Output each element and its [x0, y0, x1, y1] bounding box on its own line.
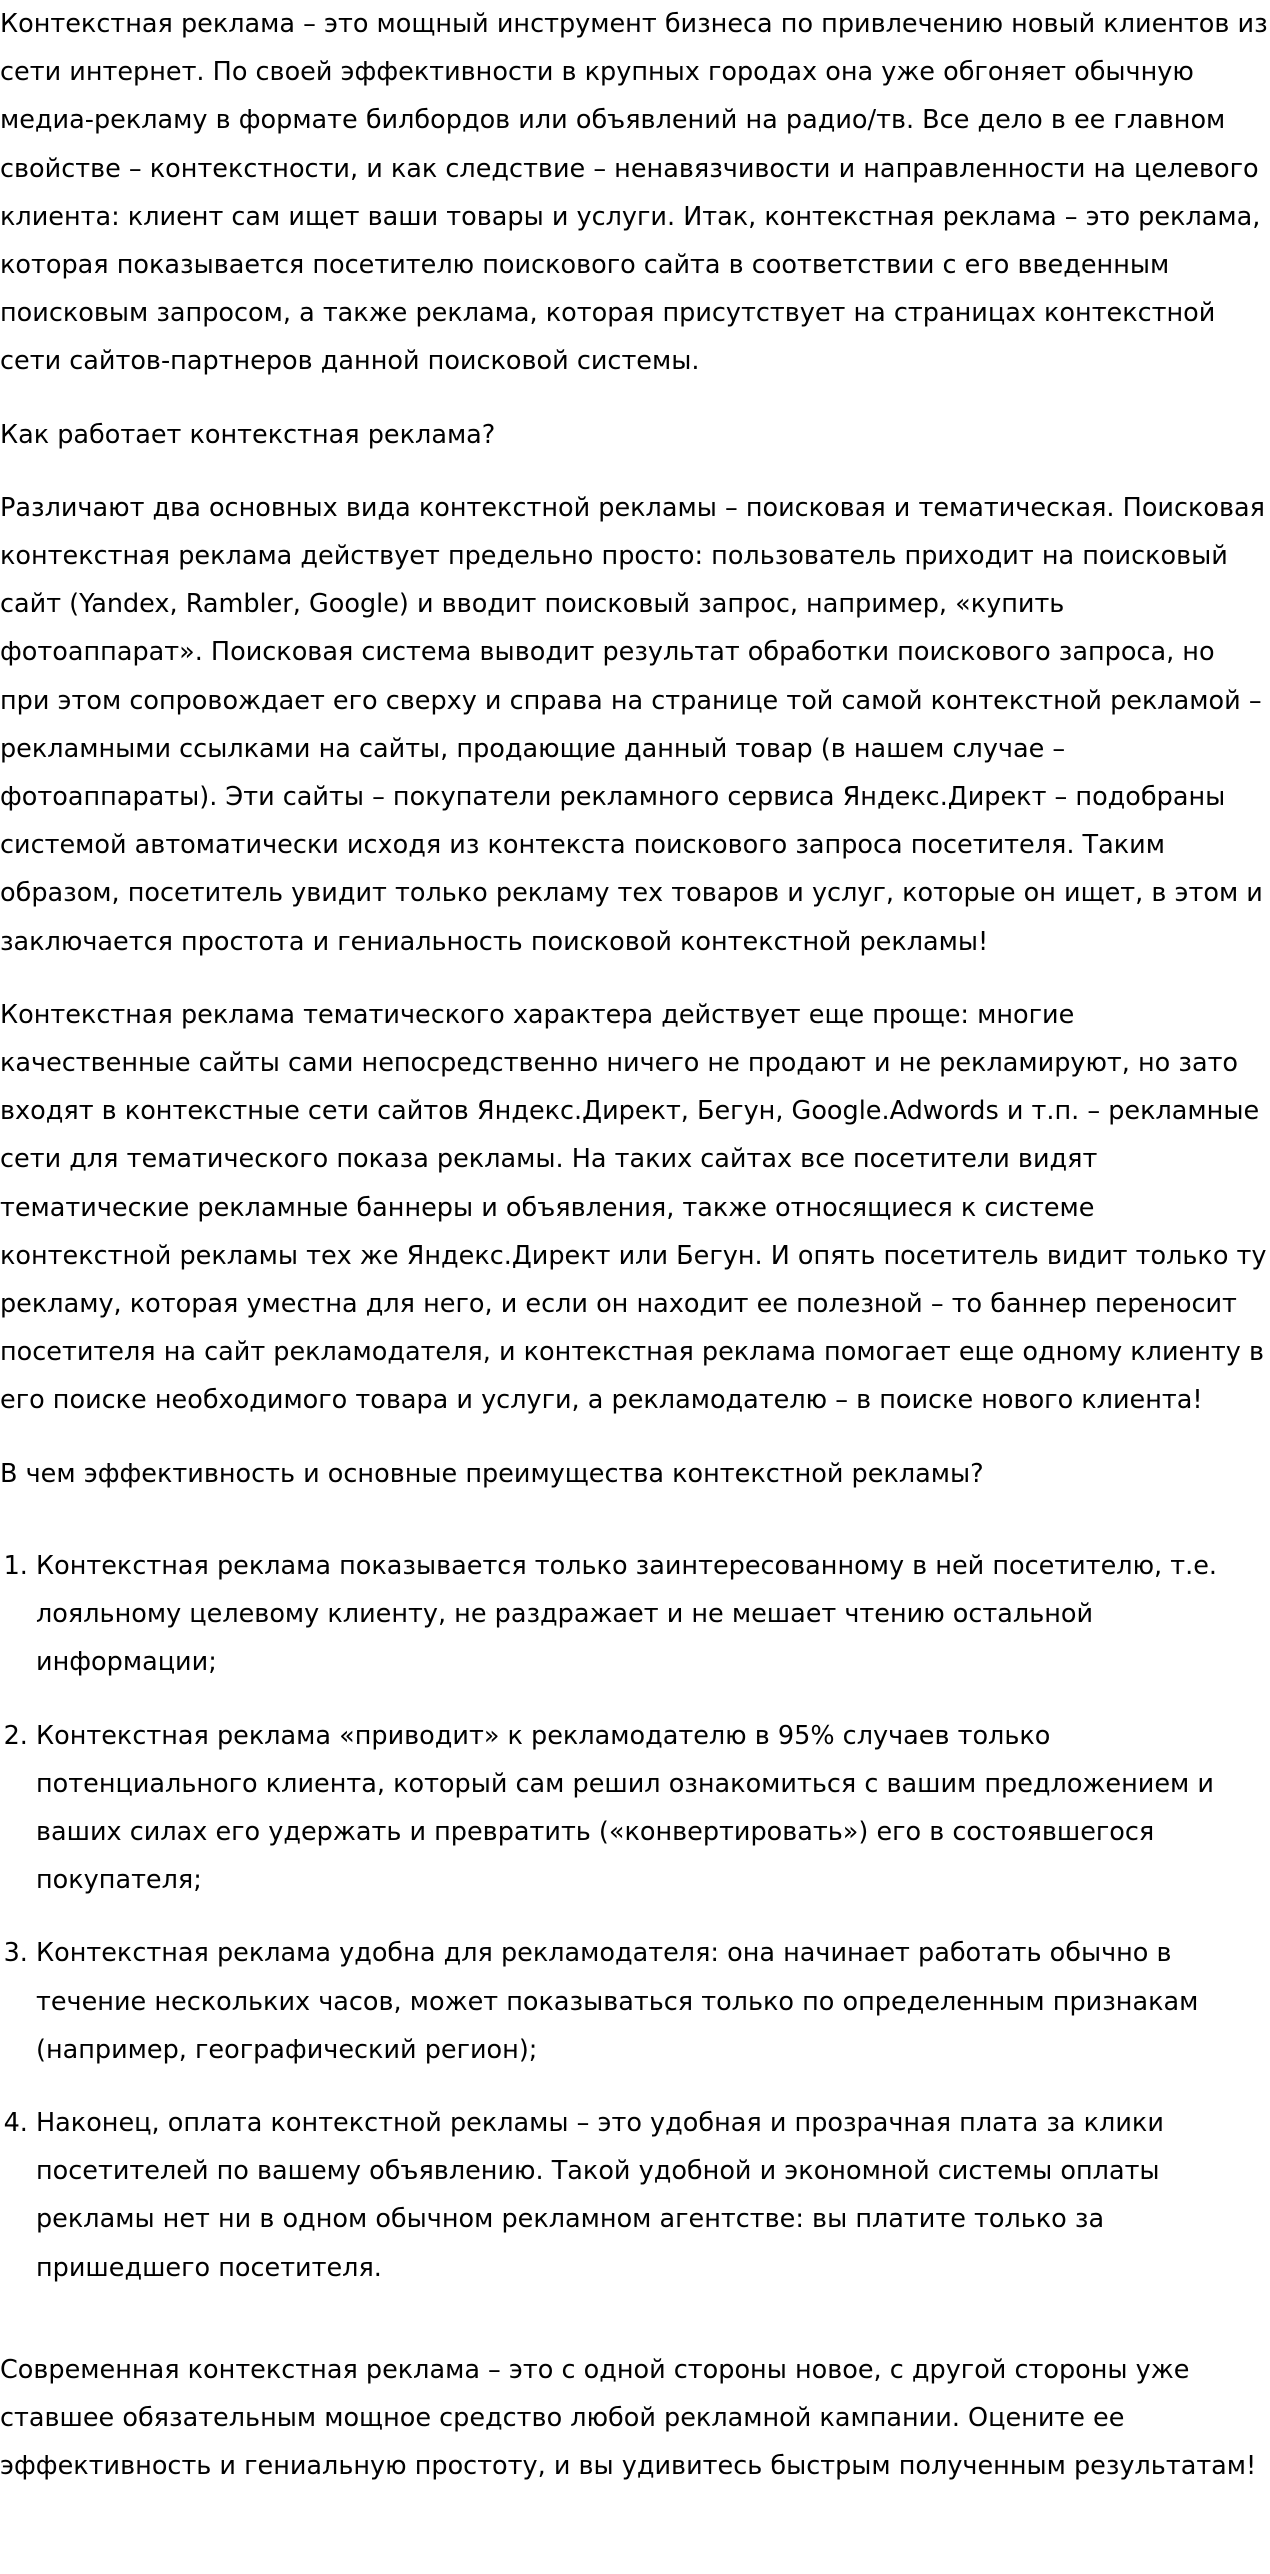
search-ads-paragraph: Различают два основных вида контекстной рекламы – поисковая и тематическая. Поисковая контекстная реклама действует предельно просто: пользователь приходит на поисковый сайт (Yandex, Rambler, Google) и вводит поисковый запрос, например, «купить фотоаппарат». Поисковая система выводит результат обработки поискового запроса, но при этом сопровождает его сверху и справа на странице той самой контекстной рекламой – рекламными ссылками на сайты, продающие данный товар (в нашем случае – фотоаппараты). Эти сайты – покупатели рекламного сервиса Яндекс.Директ – подобраны системой автоматически исходя из контекста поискового запроса посетителя. Таким образом, посетитель увидит только рекламу тех товаров и услуг, которые он ищет, в этом и заключается простота и гениальность поисковой контекстной рекламы!: [0, 492, 1266, 957]
benefit-item-2: 2. Контекстная реклама «приводит» к рекламодателю в 95% случаев только потенциального клиента, который сам решил ознакомиться с вашим предложением и ваших силах его удержать и превратить («конвертировать») его в состоявшегося покупателя;: [36, 1712, 1270, 1905]
benefit-item-1: 1. Контекстная реклама показывается только заинтересованному в ней посетителю, т.е. лояльному целевому клиенту, не раздражает и не мешает чтению остальной информации;: [36, 1542, 1270, 1687]
heading-benefits: В чем эффективность и основные преимущества контекстной рекламы?: [0, 1458, 984, 1489]
benefits-list: [0, 1542, 1270, 2292]
intro-paragraph: Контекстная реклама – это мощный инструмент бизнеса по привлечению новый клиентов из сети интернет. По своей эффективности в крупных городах она уже обгоняет обычную медиа-рекламу в формате билбордов или объявлений на радио/тв. Все дело в ее главном свойстве – контекстности, и как следствие – ненавязчивости и направленности на целевого клиента: клиент сам ищет ваши товары и услуги. Итак, контекстная реклама – это реклама, которая показывается посетителю поискового сайта в соответствии с его введенным поисковым запросом, а также реклама, которая присутствует на страницах контекстной сети сайтов-партнеров данной поисковой системы.: [0, 9, 1268, 377]
closing-paragraph: Современная контекстная реклама – это с одной стороны новое, с другой стороны уже ставшее обязательным мощное средство любой рекламной кампании. Оцените ее эффективность и гениальную простоту, и вы удивитесь быстрым полученным результатам!: [0, 2354, 1257, 2482]
heading-how-it-works: Как работает контекстная реклама?: [0, 419, 496, 450]
benefit-item-4: 4. Наконец, оплата контекстной рекламы – это удобная и прозрачная плата за клики посетителей по вашему объявлению. Такой удобной и экономной системы оплаты рекламы нет ни в одном обычном рекламном агентстве: вы платите только за пришедшего посетителя.: [36, 2099, 1270, 2292]
benefit-item-3: 3. Контекстная реклама удобна для рекламодателя: она начинает работать обычно в течение нескольких часов, может показываться только по определенным признакам (например, географический регион);: [36, 1929, 1270, 2074]
thematic-ads-paragraph: Контекстная реклама тематического характера действует еще проще: многие качественные сайты сами непосредственно ничего не продают и не рекламируют, но зато входят в контекстные сети сайтов Яндекс.Директ, Бегун, Google.Adwords и т.п. – рекламные сети для тематического показа рекламы. На таких сайтах все посетители видят тематические рекламные баннеры и объявления, также относящиеся к системе контекстной рекламы тех же Яндекс.Директ или Бегун. И опять посетитель видит только ту рекламу, которая уместна для него, и если он находит ее полезной – то баннер переносит посетителя на сайт рекламодателя, и контекстная реклама помогает еще одному клиенту в его поиске необходимого товара и услуги, а рекламодателю – в поиске нового клиента!: [0, 999, 1267, 1416]
